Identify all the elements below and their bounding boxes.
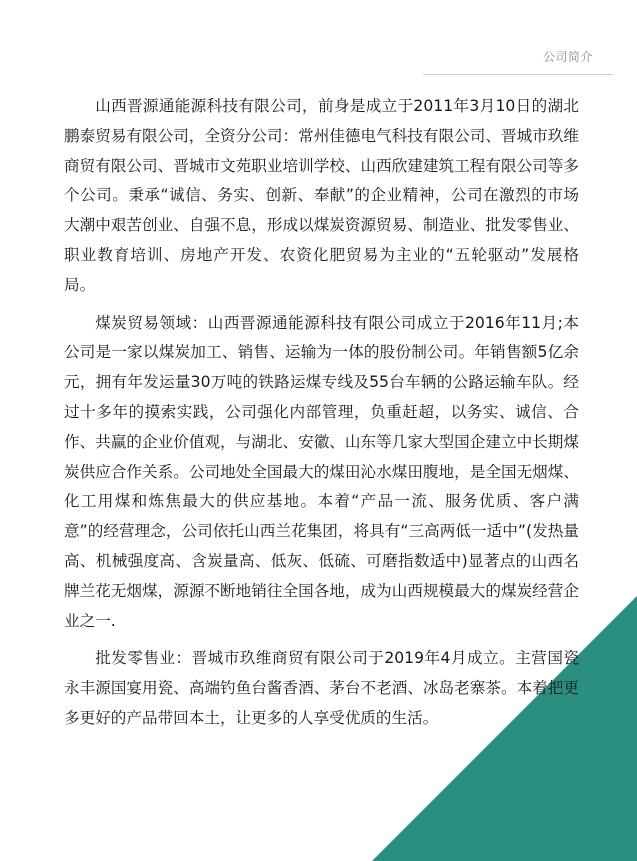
header-divider <box>423 74 613 75</box>
paragraph-company-intro: 山西晋源通能源科技有限公司，前身是成立于2011年3月10日的湖北鹏泰贸易有限公司，全资分公司：常州佳德电气科技有限公司、晋城市玖维商贸有限公司、晋城市文苑职业培训学校、山西欣建建筑工程有限公司等多个公司。秉承“诚信、务实、创新、奉献”的企业精神，公司在激烈的市场大潮中艰苦创业、自强不息，形成以煤炭资源贸易、制造业、批发零售业、职业教育培训、房地产开发、农资化肥贸易为主业的“五轮驱动”发展格局。 <box>64 97 579 294</box>
paragraph-coal-trade: 煤炭贸易领域：山西晋源通能源科技有限公司成立于2016年11月;本公司是一家以煤炭加工、销售、运输为一体的股份制公司。年销售额5亿余元，拥有年发运量30万吨的铁路运煤专线及55台车辆的公路运输车队。经过十多年的摸索实践，公司强化内部管理，负重赶超，以务实、诚信、合作、共赢的企业价值观，与湖北、安徽、山东等几家大型国企建立中长期煤炭供应合作关系。公司地处全国最大的煤田沁水煤田腹地，是全国无烟煤、化工用煤和炼焦最大的供应基地。本着“产品一流、服务优质、客户满意”的经营理念，公司依托山西兰花集团，将具有“三高两低一适中”(发热量高、机械强度高、含炭量高、低灰、低硫、可磨指数适中)显著点的山西名牌兰花无烟煤，源源不断地销往全国各地，成为山西规模最大的煤炭经营企业之一. <box>64 313 579 630</box>
paragraph-wholesale-retail: 批发零售业：晋城市玖维商贸有限公司于2019年4月成立。主营国瓷永丰源国宴用瓷、高端钓鱼台酱香酒、茅台不老酒、冰岛老寨茶。本着把更多更好的产品带回本土，让更多的人享受优质的生活。 <box>64 649 579 727</box>
body-content <box>64 92 579 742</box>
section-header: 公司简介 <box>542 50 593 64</box>
